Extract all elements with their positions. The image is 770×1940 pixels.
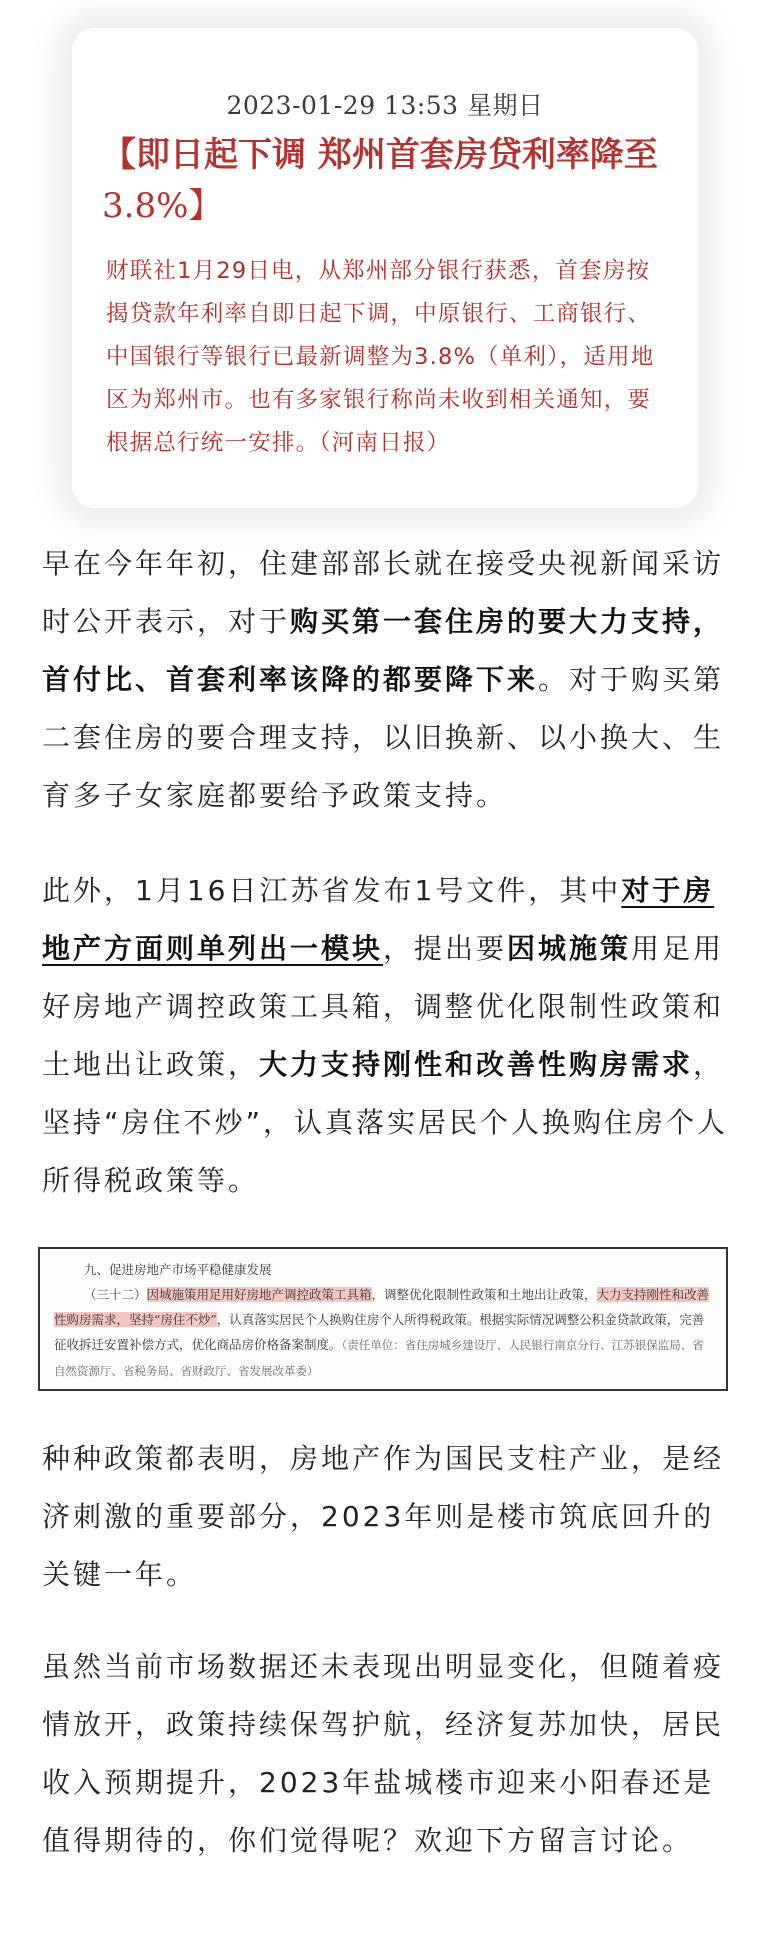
news-title-line2: 3.8%】 <box>102 186 223 226</box>
article-paragraph-4: 虽然当前市场数据还未表现出明显变化，但随着疫情放开，政策持续保驾护航，经济复苏加快，居民收入预期提升，2023年盐城楼市迎来小阳春还是值得期待的，你们觉得呢？欢迎下方留言讨论。 <box>42 1650 725 1857</box>
para2-bold-underlined: 对于房地产方面则单列出一模块 <box>42 874 715 965</box>
doc-body <box>54 1282 712 1384</box>
article-paragraph-1 <box>42 535 732 825</box>
news-body: 财联社1月29日电，从郑州部分银行获悉，首套房按揭贷款年利率自即日起下调，中原银行、工商银行、中国银行等银行已最新调整为3.8%（单利），适用地区为郑州市。也有多家银行称尚未收到相关通知，要根据总行统一安排。（河南日报） <box>106 258 655 456</box>
news-title <box>102 130 662 232</box>
para2-text-1: 此外，1月16日江苏省发布1号文件，其中 <box>42 874 622 907</box>
doc-highlight-1: 因城施策用足用好房地产调控政策工具箱 <box>146 1287 372 1302</box>
doc-heading: 九、促进房地产市场平稳健康发展 <box>84 1262 272 1277</box>
para2-bold-2: 因城施策 <box>507 932 632 965</box>
para2-text-4: ，坚持“房住不炒”，认真落实居民个人换购住房个人所得税政策等。 <box>42 1048 729 1197</box>
para2-bold-3: 大力支持刚性和改善性购房需求 <box>259 1048 694 1081</box>
article-paragraph-2 <box>42 862 732 1210</box>
para1-bold-1: 购买第一套住房的要大力支持，首付比、首套利率该降的都要降下来 <box>42 605 725 696</box>
doc-prefix: （三十二） <box>84 1287 147 1302</box>
para1-text-1: 早在今年年初，住建部部长就在接受央视新闻采访时公开表示，对于 <box>42 547 725 638</box>
doc-responsibility-note: （责任单位：省住房城乡建设厅、人民银行南京分行、江苏银保监局、省自然资源厅、省税务局、省财政厅、省发展改革委） <box>54 1338 704 1378</box>
para2-text-3: 用足用好房地产调控政策工具箱，调整优化限制性政策和土地出让政策， <box>42 932 725 1081</box>
para2-text-2: ，提出要 <box>383 932 508 965</box>
doc-text-1: ，调整优化限制性政策和土地出让政策， <box>371 1287 597 1302</box>
doc-text-2: ，认真落实居民个人换购住房个人所得税政策。根据实际情况调整公积金贷款政策，完善征收拆迁安置补偿方式，优化商品房价格备案制度。 <box>54 1312 705 1352</box>
news-date: 2023-01-29 13:53 星期日 <box>226 91 544 120</box>
article-paragraph-3: 种种政策都表明，房地产作为国民支柱产业，是经济刺激的重要部分，2023年则是楼市筑底回升的关键一年。 <box>42 1442 725 1591</box>
para1-text-2: 。对于购买第二套住房的要合理支持，以旧换新、以小换大、生育多子女家庭都要给予政策支持。 <box>42 663 725 812</box>
doc-highlight-2: 大力支持刚性和改善性购房需求，坚持“房住不炒” <box>54 1287 710 1327</box>
news-title-line1: 【即日起下调 郑州首套房贷利率降至 <box>102 135 658 175</box>
policy-document-excerpt <box>38 1247 728 1391</box>
